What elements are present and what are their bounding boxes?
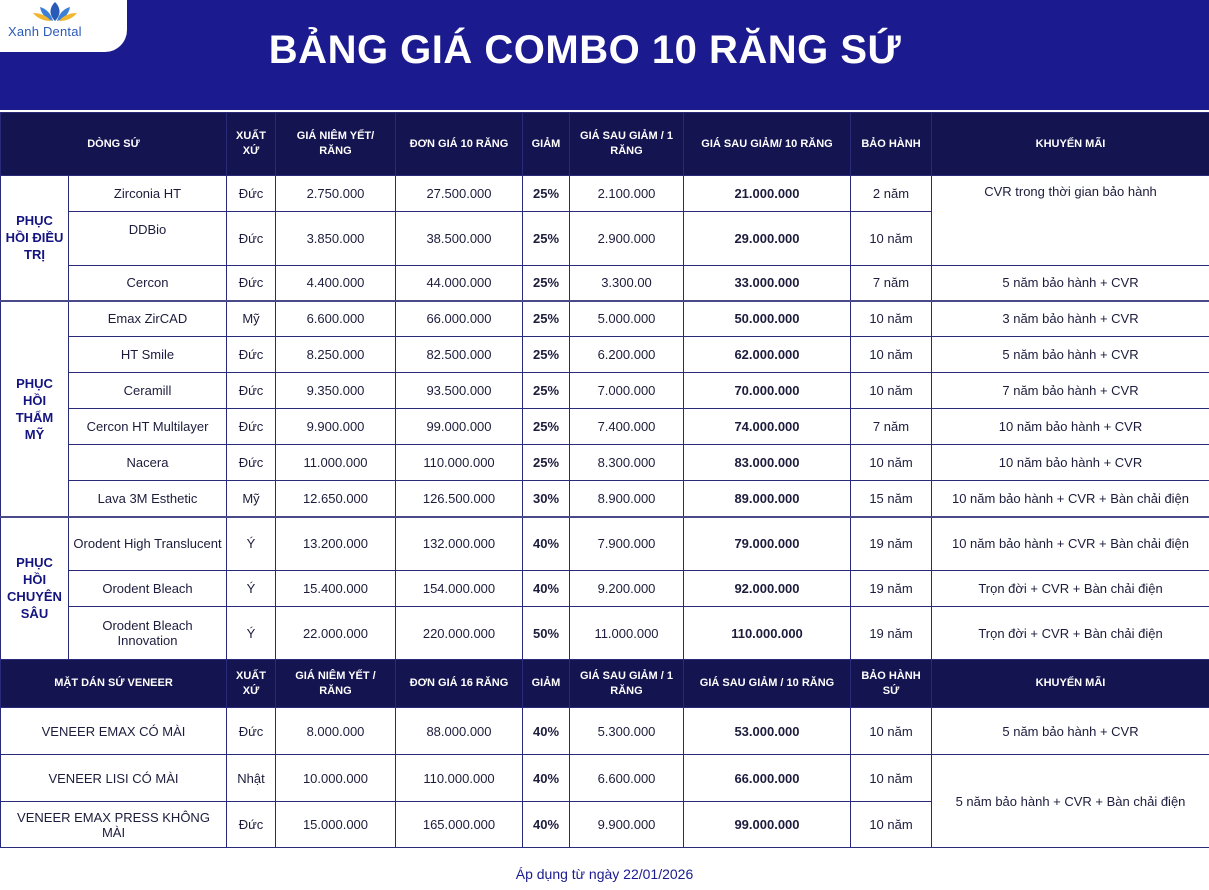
product-name: DDBio [69, 212, 227, 266]
effective-date: Áp dụng từ ngày 22/01/2026 [515, 866, 694, 882]
warranty: 2 năm [851, 176, 932, 212]
header-price-10: ĐƠN GIÁ 10 RĂNG [396, 113, 523, 176]
origin: Đức [227, 266, 276, 301]
price-after-1: 5.300.000 [570, 708, 684, 755]
product-name: HT Smile [69, 337, 227, 373]
list-price: 11.000.000 [276, 445, 396, 481]
discount: 40% [523, 571, 570, 607]
warranty: 19 năm [851, 517, 932, 571]
product-name: Cercon HT Multilayer [69, 409, 227, 445]
header-price-after-1: GIÁ SAU GIẢM / 1 RĂNG [570, 113, 684, 176]
header-price-after-10: GIÁ SAU GIẢM/ 10 RĂNG [684, 113, 851, 176]
table-row [1, 571, 1209, 607]
price-after-1: 11.000.000 [570, 607, 684, 660]
table-row [1, 337, 1209, 373]
list-price: 6.600.000 [276, 301, 396, 337]
price-after-10: 89.000.000 [684, 481, 851, 517]
price-after-1: 9.900.000 [570, 802, 684, 848]
list-price: 12.650.000 [276, 481, 396, 517]
header-warranty: BẢO HÀNH [851, 113, 932, 176]
origin: Đức [227, 802, 276, 848]
price-after-10: 33.000.000 [684, 266, 851, 301]
header-discount: GIẢM [523, 113, 570, 176]
table-row [1, 607, 1209, 660]
group-label: PHỤC HỒI ĐIỀU TRỊ [1, 176, 69, 301]
price-after-1: 7.400.000 [570, 409, 684, 445]
warranty: 7 năm [851, 409, 932, 445]
price-after-1: 9.200.000 [570, 571, 684, 607]
warranty: 10 năm [851, 755, 932, 802]
header-price-16: ĐƠN GIÁ 16 RĂNG [396, 660, 523, 708]
discount: 30% [523, 481, 570, 517]
discount: 25% [523, 176, 570, 212]
discount: 40% [523, 708, 570, 755]
list-price: 8.000.000 [276, 708, 396, 755]
origin: Ý [227, 517, 276, 571]
warranty: 10 năm [851, 445, 932, 481]
discount: 40% [523, 517, 570, 571]
product-name: VENEER EMAX CÓ MÀI [1, 708, 227, 755]
price-10: 38.500.000 [396, 212, 523, 266]
promo: 10 năm bảo hành + CVR + Bàn chải điện [932, 481, 1209, 517]
product-name: VENEER EMAX PRESS KHÔNG MÀI [1, 802, 227, 848]
product-name: Nacera [69, 445, 227, 481]
price-10: 66.000.000 [396, 301, 523, 337]
product-name: Orodent Bleach Innovation [69, 607, 227, 660]
crown-header-row [1, 113, 1209, 176]
list-price: 15.000.000 [276, 802, 396, 848]
origin: Đức [227, 373, 276, 409]
promo: 10 năm bảo hành + CVR [932, 445, 1209, 481]
warranty: 10 năm [851, 802, 932, 848]
list-price: 15.400.000 [276, 571, 396, 607]
table-row [1, 409, 1209, 445]
promo: 10 năm bảo hành + CVR + Bàn chải điện [932, 517, 1209, 571]
product-name: Orodent Bleach [69, 571, 227, 607]
product-name: Ceramill [69, 373, 227, 409]
origin: Đức [227, 337, 276, 373]
table-row [1, 755, 1209, 802]
header-price-after-10: GIÁ SAU GIẢM / 10 RĂNG [684, 660, 851, 708]
discount: 40% [523, 802, 570, 848]
origin: Đức [227, 708, 276, 755]
promo: CVR trong thời gian bảo hành [932, 176, 1209, 266]
price-10: 27.500.000 [396, 176, 523, 212]
lotus-icon [20, 0, 90, 24]
warranty: 19 năm [851, 607, 932, 660]
list-price: 9.350.000 [276, 373, 396, 409]
discount: 25% [523, 212, 570, 266]
warranty: 10 năm [851, 373, 932, 409]
veneer-header-row [1, 660, 1209, 708]
price-after-10: 50.000.000 [684, 301, 851, 337]
list-price: 4.400.000 [276, 266, 396, 301]
discount: 40% [523, 755, 570, 802]
price-after-10: 74.000.000 [684, 409, 851, 445]
promo: Trọn đời + CVR + Bàn chải điện [932, 607, 1209, 660]
price-after-10: 70.000.000 [684, 373, 851, 409]
origin: Mỹ [227, 481, 276, 517]
warranty: 10 năm [851, 301, 932, 337]
list-price: 10.000.000 [276, 755, 396, 802]
table-row [1, 266, 1209, 301]
promo: 7 năm bảo hành + CVR [932, 373, 1209, 409]
discount: 50% [523, 607, 570, 660]
price-after-10: 110.000.000 [684, 607, 851, 660]
header-origin: XUẤT XỨ [227, 660, 276, 708]
price-16: 88.000.000 [396, 708, 523, 755]
header-promo: KHUYẾN MÃI [932, 660, 1209, 708]
table-row [1, 301, 1209, 337]
discount: 25% [523, 409, 570, 445]
price-10: 99.000.000 [396, 409, 523, 445]
origin: Đức [227, 445, 276, 481]
price-after-10: 21.000.000 [684, 176, 851, 212]
origin: Ý [227, 607, 276, 660]
product-name: Cercon [69, 266, 227, 301]
price-after-10: 62.000.000 [684, 337, 851, 373]
product-name: Emax ZirCAD [69, 301, 227, 337]
promo: 5 năm bảo hành + CVR [932, 337, 1209, 373]
price-10: 154.000.000 [396, 571, 523, 607]
list-price: 3.850.000 [276, 212, 396, 266]
discount: 25% [523, 266, 570, 301]
price-after-1: 3.300.00 [570, 266, 684, 301]
header-warranty: BẢO HÀNH SỨ [851, 660, 932, 708]
price-after-10: 53.000.000 [684, 708, 851, 755]
origin: Đức [227, 212, 276, 266]
list-price: 8.250.000 [276, 337, 396, 373]
price-after-10: 79.000.000 [684, 517, 851, 571]
warranty: 19 năm [851, 571, 932, 607]
table-row [1, 481, 1209, 517]
origin: Ý [227, 571, 276, 607]
warranty: 7 năm [851, 266, 932, 301]
price-table [0, 112, 1209, 848]
list-price: 13.200.000 [276, 517, 396, 571]
price-after-1: 2.100.000 [570, 176, 684, 212]
table-row [1, 517, 1209, 571]
product-name: VENEER LISI CÓ MÀI [1, 755, 227, 802]
header-origin: XUẤT XỨ [227, 113, 276, 176]
origin: Đức [227, 409, 276, 445]
promo: 5 năm bảo hành + CVR [932, 266, 1209, 301]
price-10: 110.000.000 [396, 445, 523, 481]
price-after-1: 6.600.000 [570, 755, 684, 802]
price-10: 132.000.000 [396, 517, 523, 571]
price-16: 110.000.000 [396, 755, 523, 802]
price-after-1: 8.300.000 [570, 445, 684, 481]
price-after-10: 99.000.000 [684, 802, 851, 848]
table-row [1, 708, 1209, 755]
price-after-1: 2.900.000 [570, 212, 684, 266]
header-promo: KHUYẾN MÃI [932, 113, 1209, 176]
table-row [1, 373, 1209, 409]
warranty: 15 năm [851, 481, 932, 517]
group-label: PHỤC HỒI THẨM MỸ [1, 301, 69, 517]
price-after-1: 8.900.000 [570, 481, 684, 517]
price-after-10: 83.000.000 [684, 445, 851, 481]
discount: 25% [523, 373, 570, 409]
price-10: 126.500.000 [396, 481, 523, 517]
promo: Trọn đời + CVR + Bàn chải điện [932, 571, 1209, 607]
origin: Đức [227, 176, 276, 212]
price-after-1: 7.900.000 [570, 517, 684, 571]
promo: 3 năm bảo hành + CVR [932, 301, 1209, 337]
warranty: 10 năm [851, 708, 932, 755]
price-16: 165.000.000 [396, 802, 523, 848]
price-10: 44.000.000 [396, 266, 523, 301]
warranty: 10 năm [851, 212, 932, 266]
product-name: Lava 3M Esthetic [69, 481, 227, 517]
price-after-10: 66.000.000 [684, 755, 851, 802]
group-label: PHỤC HỒI CHUYÊN SÂU [1, 517, 69, 660]
origin: Nhật [227, 755, 276, 802]
page-title: BẢNG GIÁ COMBO 10 RĂNG SỨ [268, 28, 902, 72]
price-after-1: 5.000.000 [570, 301, 684, 337]
warranty: 10 năm [851, 337, 932, 373]
list-price: 2.750.000 [276, 176, 396, 212]
header-list-price: GIÁ NIÊM YẾT / RĂNG [276, 660, 396, 708]
brand-name: Xanh Dental [8, 24, 82, 39]
price-after-1: 7.000.000 [570, 373, 684, 409]
product-name: Zirconia HT [69, 176, 227, 212]
discount: 25% [523, 445, 570, 481]
price-after-10: 29.000.000 [684, 212, 851, 266]
promo: 10 năm bảo hành + CVR [932, 409, 1209, 445]
header-list-price: GIÁ NIÊM YẾT/ RĂNG [276, 113, 396, 176]
discount: 25% [523, 301, 570, 337]
discount: 25% [523, 337, 570, 373]
header-product-line: DÒNG SỨ [1, 113, 227, 176]
list-price: 9.900.000 [276, 409, 396, 445]
price-10: 93.500.000 [396, 373, 523, 409]
price-after-1: 6.200.000 [570, 337, 684, 373]
price-10: 220.000.000 [396, 607, 523, 660]
table-row [1, 445, 1209, 481]
header-discount: GIẢM [523, 660, 570, 708]
product-name: Orodent High Translucent [69, 517, 227, 571]
header-price-after-1: GIÁ SAU GIẢM / 1 RĂNG [570, 660, 684, 708]
header-veneer: MẶT DÁN SỨ VENEER [1, 660, 227, 708]
promo: 5 năm bảo hành + CVR [932, 708, 1209, 755]
list-price: 22.000.000 [276, 607, 396, 660]
price-after-10: 92.000.000 [684, 571, 851, 607]
promo: 5 năm bảo hành + CVR + Bàn chải điện [932, 755, 1209, 848]
table-row [1, 176, 1209, 212]
header-banner [0, 0, 1209, 110]
origin: Mỹ [227, 301, 276, 337]
price-10: 82.500.000 [396, 337, 523, 373]
